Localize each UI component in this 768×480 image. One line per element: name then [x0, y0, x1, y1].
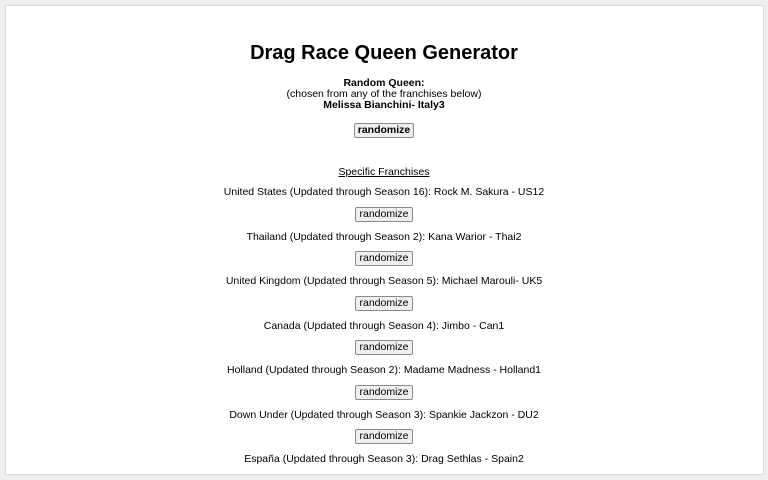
franchise-spain-text: España (Updated through Season 3): Drag Sethlas - Spain2	[244, 453, 524, 465]
franchise-list	[0, 181, 768, 470]
specific-franchises-heading: Specific Franchises	[338, 166, 430, 178]
franchise-down-under-text: Down Under (Updated through Season 3): Spankie Jackzon - DU2	[229, 408, 539, 421]
random-queen-label: Random Queen:	[343, 77, 425, 89]
random-queen-subtitle: (chosen from any of the franchises below)	[286, 88, 482, 100]
franchise-uk-text: United Kingdom (Updated through Season 5): Michael Marouli- UK5	[225, 275, 543, 287]
random-queen-section	[0, 78, 768, 111]
franchise-canada-text: Canada (Updated through Season 4): Jimbo - Can1	[263, 319, 505, 332]
header	[0, 42, 768, 65]
franchise-canada-randomize-button[interactable]: randomize	[355, 340, 412, 355]
random-queen-result: Melissa Bianchini- Italy3	[323, 99, 445, 111]
franchise-us-randomize-button[interactable]: randomize	[355, 207, 412, 222]
franchise-down-under-randomize-button[interactable]: randomize	[355, 429, 412, 444]
franchise-holland-randomize-button[interactable]: randomize	[355, 385, 412, 400]
franchise-uk-randomize-button[interactable]: randomize	[355, 296, 412, 311]
page-title: Drag Race Queen Generator	[250, 42, 518, 64]
random-randomize-button[interactable]: randomize	[354, 123, 415, 138]
franchise-thailand-randomize-button[interactable]: randomize	[355, 251, 412, 266]
franchise-holland-text: Holland (Updated through Season 2): Madame Madness - Holland1	[226, 364, 541, 376]
franchise-us-text: United States (Updated through Season 16): Rock M. Sakura - US12	[223, 186, 545, 198]
franchise-thailand-text: Thailand (Updated through Season 2): Kana Warior - Thai2	[246, 230, 522, 243]
